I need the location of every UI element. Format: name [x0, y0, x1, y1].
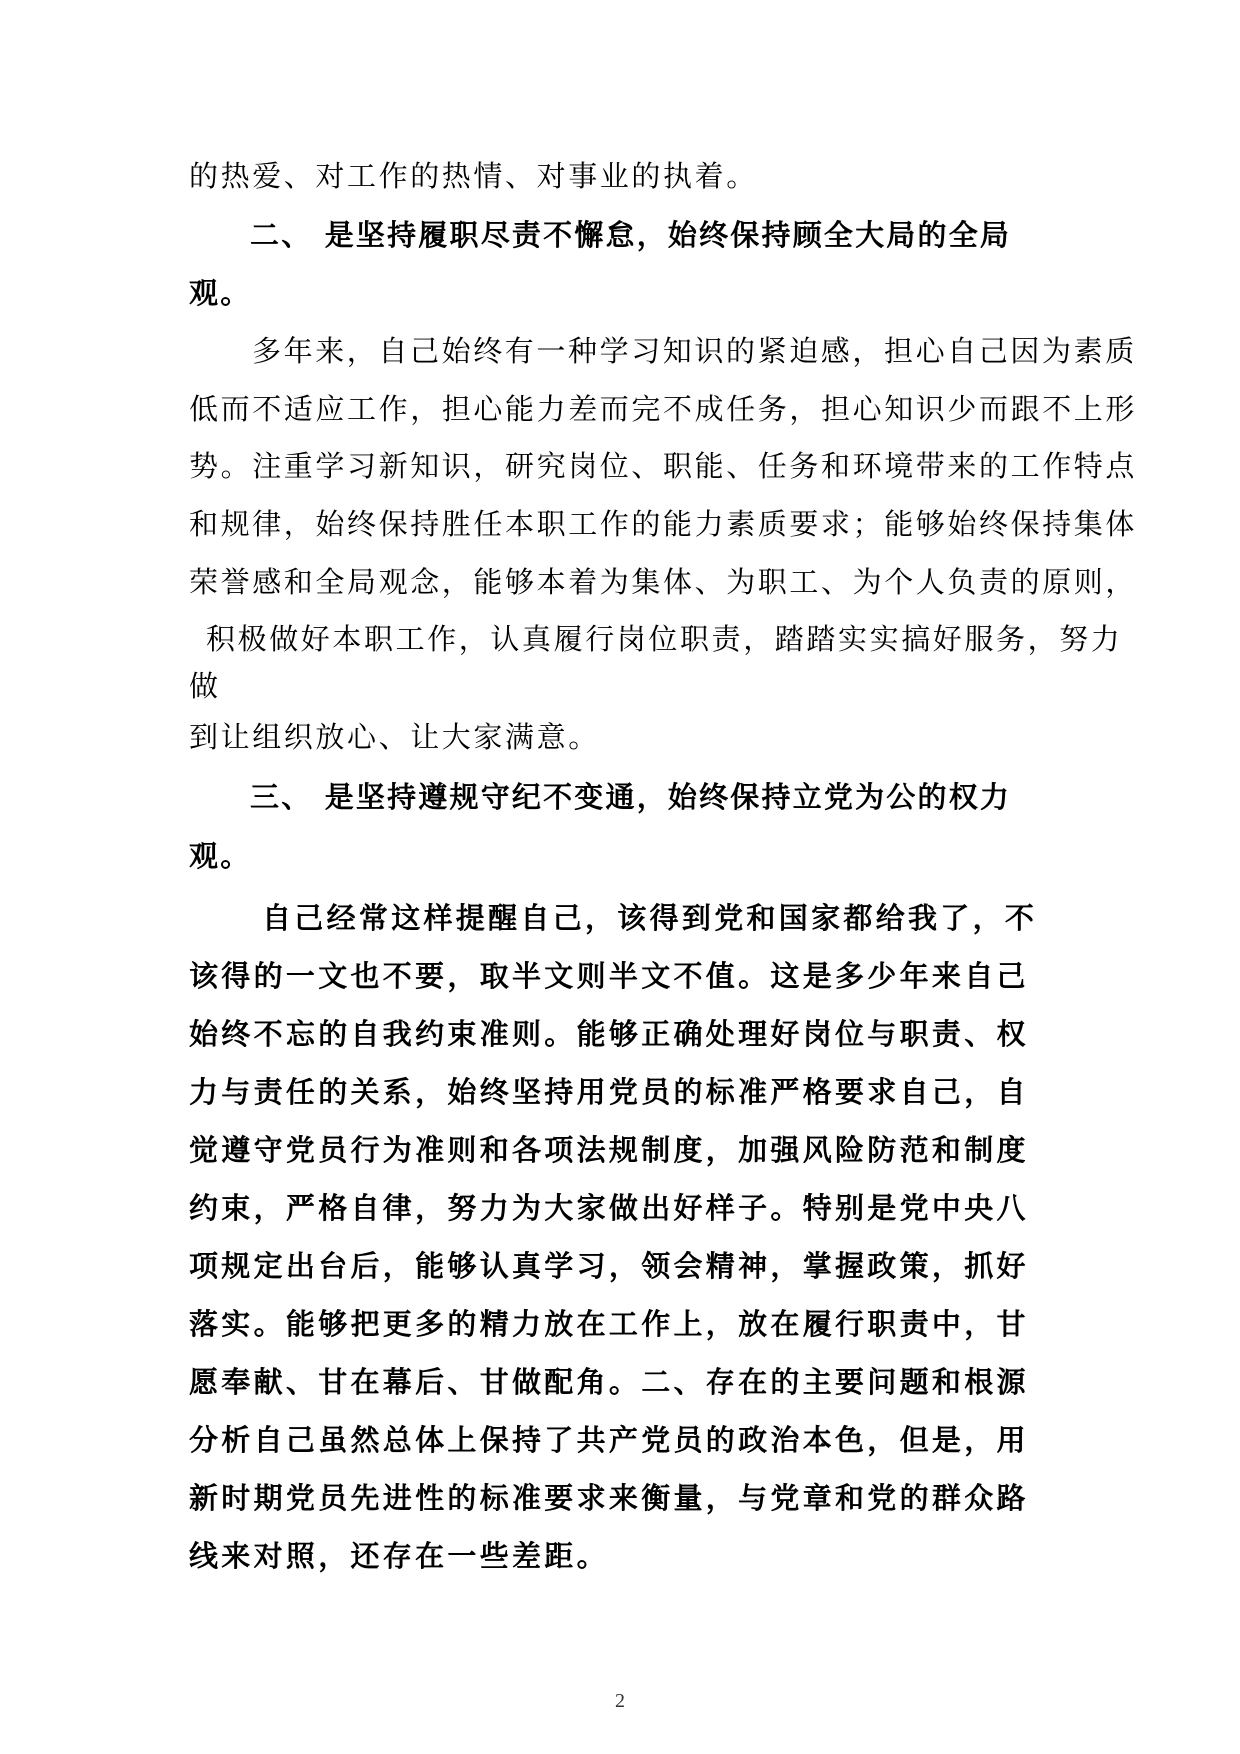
paragraph-line: 落实。能够把更多的精力放在工作上，放在履行职责中，甘: [189, 1307, 1029, 1341]
section-heading-continuation: 观。: [189, 839, 252, 873]
paragraph-line: 多年来，自己始终有一种学习知识的紧迫感，担心自己因为素质: [252, 334, 1137, 368]
page-number: 2: [615, 1690, 625, 1712]
paragraph-line: 愿奉献、甘在幕后、甘做配角。二、存在的主要问题和根源: [189, 1365, 1029, 1399]
paragraph-line: 项规定出台后，能够认真学习，领会精神，掌握政策，抓好: [189, 1249, 1029, 1283]
paragraph-line: 积极做好本职工作，认真履行岗位职责，踏踏实实搞好服务，努力: [206, 622, 1123, 656]
paragraph-line: 力与责任的关系，始终坚持用党员的标准严格要求自己，自: [189, 1075, 1029, 1109]
paragraph-line: 自己经常这样提醒自己，该得到党和国家都给我了，不: [262, 901, 1038, 935]
paragraph-line: 约束，严格自律，努力为大家做出好样子。特别是党中央八: [189, 1191, 1029, 1225]
text-line: 的热爱、对工作的热情、对事业的执着。: [189, 159, 758, 193]
paragraph-line: 新时期党员先进性的标准要求来衡量，与党章和党的群众路: [189, 1481, 1029, 1515]
paragraph-line: 分析自己虽然总体上保持了共产党员的政治本色，但是，用: [189, 1423, 1029, 1457]
paragraph-line: 做: [189, 669, 221, 703]
section-heading: 二、 是坚持履职尽责不懈怠，始终保持顾全大局的全局: [250, 218, 1012, 252]
section-heading-continuation: 观。: [189, 276, 252, 310]
paragraph-line: 始终不忘的自我约束准则。能够正确处理好岗位与职责、权: [189, 1017, 1029, 1051]
paragraph-line: 觉遵守党员行为准则和各项法规制度，加强风险防范和制度: [189, 1133, 1029, 1167]
paragraph-line: 和规律，始终保持胜任本职工作的能力素质要求；能够始终保持集体: [189, 507, 1138, 541]
paragraph-line: 低而不适应工作，担心能力差而完不成任务，担心知识少而跟不上形: [189, 392, 1138, 426]
paragraph-line: 势。注重学习新知识，研究岗位、职能、任务和环境带来的工作特点: [189, 449, 1138, 483]
paragraph-line: 线来对照，还存在一些差距。: [189, 1539, 609, 1573]
paragraph-line: 该得的一文也不要，取半文则半文不值。这是多少年来自己: [189, 959, 1029, 993]
section-heading: 三、 是坚持遵规守纪不变通，始终保持立党为公的权力: [250, 780, 1012, 814]
paragraph-line: 荣誉感和全局观念，能够本着为集体、为职工、为个人负责的原则，: [189, 565, 1138, 599]
paragraph-line: 到让组织放心、让大家满意。: [189, 720, 600, 754]
